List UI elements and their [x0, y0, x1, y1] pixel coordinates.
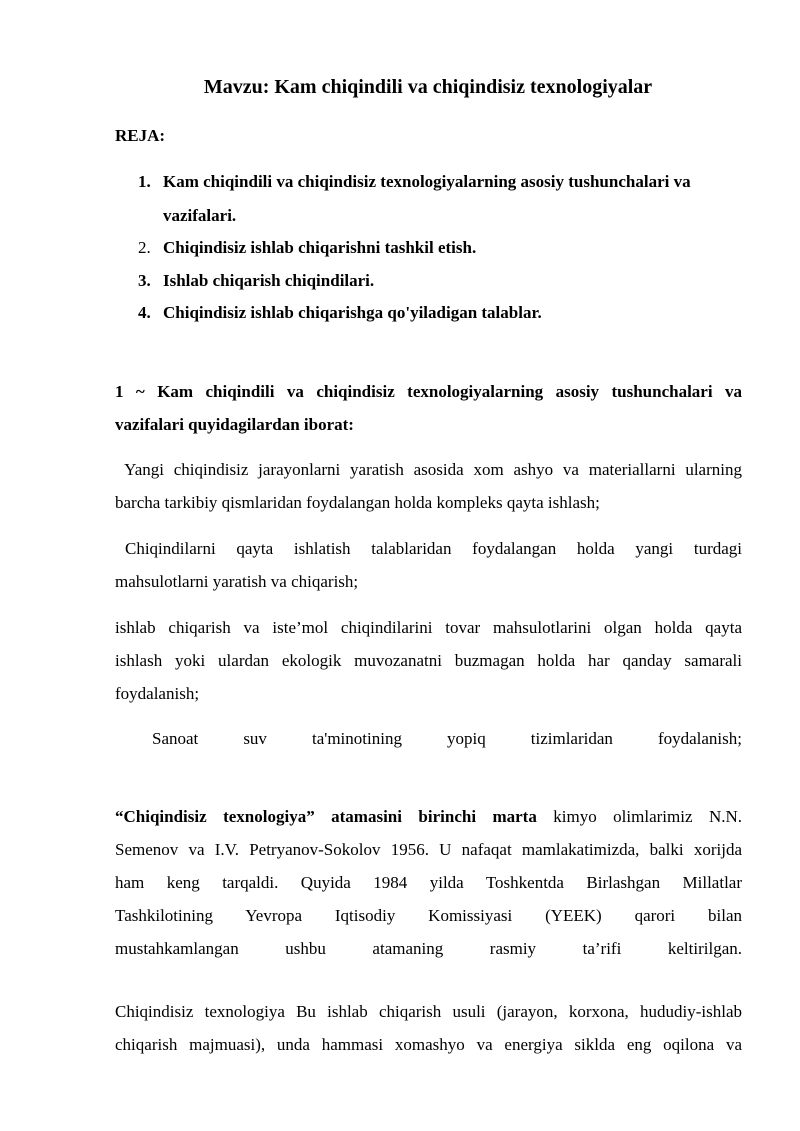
paragraph-line: ishlab chiqarish va iste’mol chiqindilarini tovar mahsulotlarini olgan holda qayta: [115, 618, 742, 637]
plan-item-number: 1.: [138, 172, 151, 191]
paragraph-line: Semenov va I.V. Petryanov-Sokolov 1956. U nafaqat mamlakatimizda, balki xorijda: [115, 840, 742, 859]
definition-paragraph: [115, 995, 742, 1061]
paragraph-line: [115, 800, 742, 833]
paragraph: [152, 722, 742, 755]
paragraph-line: mustahkamlangan ushbu atamaning rasmiy ta’rifi keltirilgan.: [115, 939, 742, 958]
paragraph-line: Chiqindilarni qayta ishlatish talablaridan foydalangan holda yangi turdagi: [125, 539, 742, 558]
paragraph-line: Yangi chiqindisiz jarayonlarni yaratish asosida xom ashyo va materiallarni ularning: [115, 460, 742, 479]
paragraph: [115, 611, 742, 710]
paragraph-line: mahsulotlarni yaratish va chiqarish;: [115, 572, 359, 591]
paragraph-line: Tashkilotining Yevropa Iqtisodiy Komissiyasi (YEEK) qarori bilan: [115, 906, 742, 925]
paragraph: [115, 453, 742, 519]
section-heading: [115, 375, 742, 441]
paragraph: [115, 532, 742, 598]
plan-item-text: Ishlab chiqarish chiqindilari.: [163, 271, 375, 290]
paragraph-line: Chiqindisiz texnologiya Bu ishlab chiqarish usuli (jarayon, korxona, hududiy-ishlab: [115, 1002, 742, 1021]
paragraph-line: ishlash yoki ulardan ekologik muvozanatni buzmagan holda har qanday samarali: [115, 651, 742, 670]
document-title: Mavzu: Kam chiqindili va chiqindisiz texnologiyalar: [203, 76, 653, 98]
term-bold-lead: “Chiqindisiz texnologiya” atamasini birinchi marta: [115, 807, 537, 826]
section-heading-line: 1 ~ Kam chiqindili va chiqindisiz texnologiyalarning asosiy tushunchalari va: [115, 382, 742, 401]
plan-heading: REJA:: [115, 126, 166, 145]
plan-item-text: Chiqindisiz ishlab chiqarishni tashkil etish.: [163, 238, 477, 257]
paragraph-line: barcha tarkibiy qismlaridan foydalangan holda kompleks qayta ishlash;: [115, 493, 600, 512]
paragraph-line: chiqarish majmuasi), unda hammasi xomashyo va energiya siklda eng oqilona va: [115, 1035, 742, 1054]
plan-item-number: 3.: [138, 271, 151, 290]
paragraph-line: Sanoat suv ta'minotining yopiq tizimlaridan foydalanish;: [152, 729, 742, 748]
term-paragraph: [115, 800, 742, 965]
section-heading-line: vazifalari quyidagilardan iborat:: [115, 415, 354, 434]
plan-item-text: vazifalari.: [163, 206, 237, 225]
plan-item-text: Chiqindisiz ishlab chiqarishga qo'yiladigan talablar.: [163, 303, 542, 322]
plan-item-number: 2.: [138, 238, 151, 257]
plan-item-text: Kam chiqindili va chiqindisiz texnologiyalarning asosiy tushunchalari va: [163, 172, 691, 191]
term-line-rest: kimyo olimlarimiz N.N.: [536, 807, 742, 826]
paragraph-line: foydalanish;: [115, 684, 200, 703]
plan-item-number: 4.: [138, 303, 151, 322]
paragraph-line: ham keng tarqaldi. Quyida 1984 yilda Toshkentda Birlashgan Millatlar: [115, 873, 742, 892]
